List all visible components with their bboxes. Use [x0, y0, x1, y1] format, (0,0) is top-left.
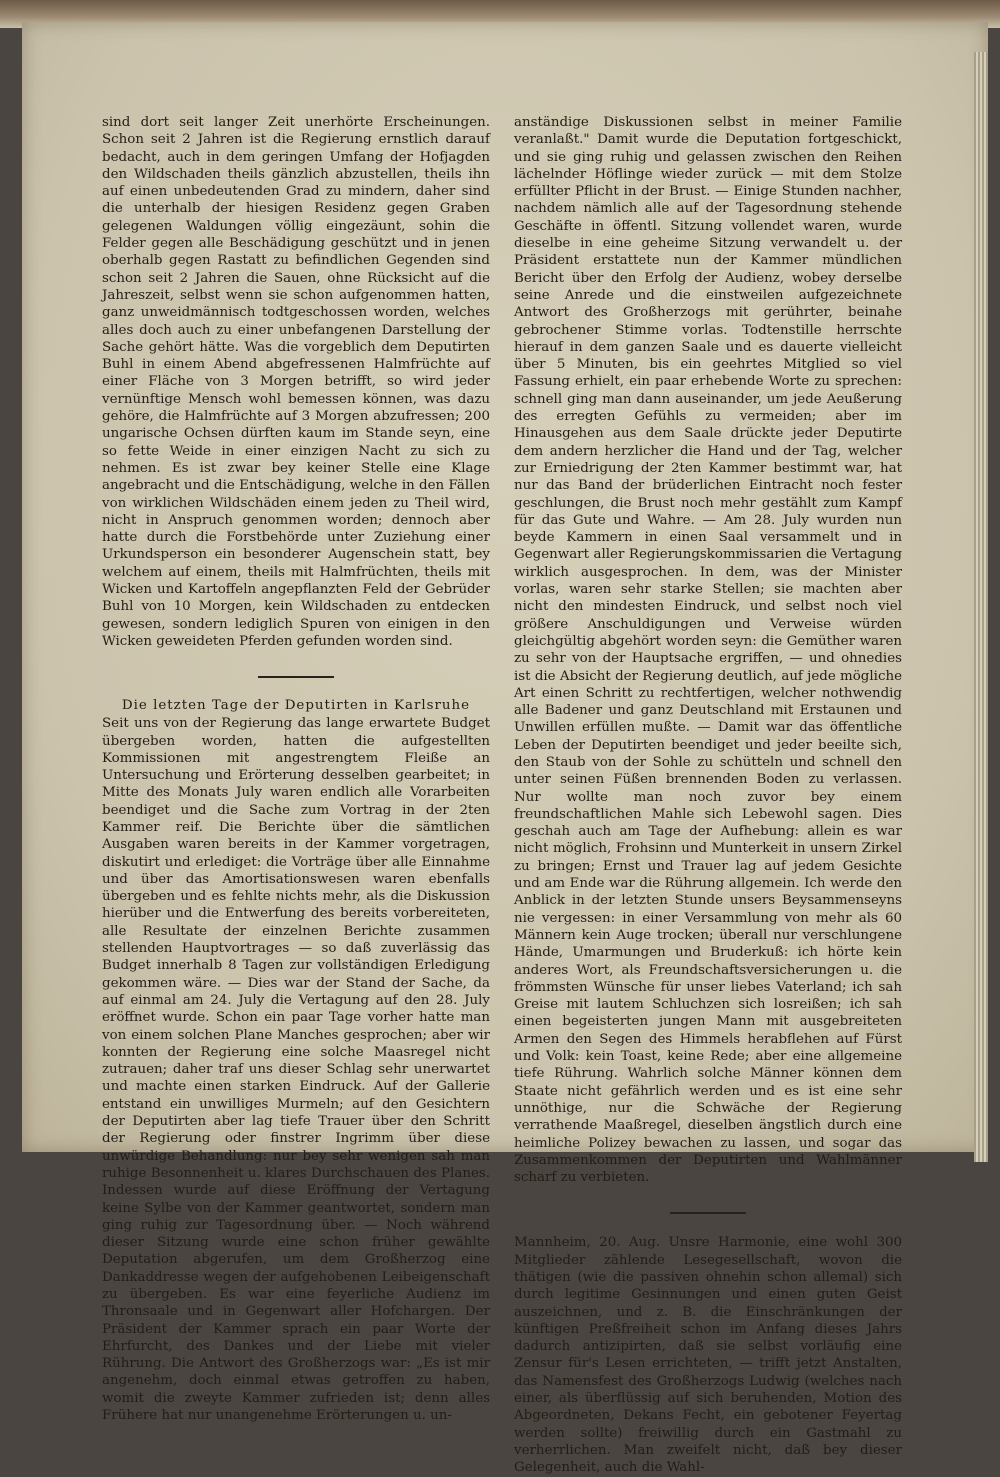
- page-stack-edge: [974, 52, 988, 1162]
- left-column: [102, 114, 490, 1424]
- article-paragraph: Seit uns von der Regierung das lange erwartete Budget übergeben worden, hatten die aufgestellten Kommissionen mit angestrengtem Fleiße an Untersuchung und Erörterung desselben gearbeitet; in Mitte des Monats July waren endlich alle Vorarbeiten beendiget und die Sache zum Vortrag in der 2ten Kammer reif. Die Berichte über die sämtlichen Ausgaben waren bereits in der Kammer vorgetragen, diskutirt und erlediget: die Vorträge über alle Einnahme und über das Amortisationswesen waren ebenfalls übergeben und es fehlte nichts mehr, als die Diskussion hierüber und die Entwerfung des bereits vorbereiteten, alle Resultate der einzelnen Berichte zusammen stellenden Hauptvortrages — so daß zuverlässig das Budget innerhalb 8 Tagen zur vollständigen Erledigung gekommen wäre. — Dies war der Stand der Sache, da auf einmal am 24. July die Vertagung auf den 28. July eröffnet wurde. Schon ein paar Tage vorher hatte man von einem solchen Plane Manches gesprochen; aber wir konnten der Regierung eine solche Maasregel nicht zutrauen; daher traf uns dieser Schlag sehr unerwartet und machte einen starken Eindruck. Auf der Gallerie entstand ein unwilliges Murmeln; auf den Gesichtern der Deputirten aber lag tiefe Trauer über den Schritt der Regierung oder finstrer Ingrimm über diese unwürdige Behandlung: nur bey sehr wenigen sah man ruhige Besonnenheit u. klares Durchschauen des Planes. Indessen wurde auf diese Eröffnung der Vertagung keine Sylbe von der Kammer geantwortet, sondern man ging ruhig zur Tagesordnung über. — Noch während dieser Sitzung wurde eine schon früher gewählte Deputation abgerufen, um dem Großherzog eine Dankaddresse wegen der aufgehobenen Leibeigenschaft zu übergeben. Es war eine feyerliche Audienz im Thronsaale und in Gegenwart aller Hofchargen. Der Präsident der Kammer sprach ein paar Worte der Ehrfurcht, des Dankes und der Liebe mit vieler Rührung. Die Antwort des Großherzogs war: „Es ist mir angenehm, doch einmal etwas getroffen zu haben, womit die zweyte Kammer zufrieden ist; denn alles Frühere hat nur unangenehme Erörterungen u. un-: [102, 716, 490, 1424]
- news-report-paragraph: Mannheim, 20. Aug. Unsre Harmonie, eine wohl 300 Mitglieder zählende Lesegesellschaft, wovon die thätigen (wie die passiven ohnehin schon allemal) sich durch legitime Gesinnungen und einen guten Geist auszeichnen, und z. B. die Einschränkungen der künftigen Preßfreiheit schon im Anfang dieses Jahrs dadurch antizipirten, daß sie selbst vorläufig eine Zensur für's Lesen errichteten, — trifft jetzt Anstalten, das Namensfest des Großherzogs Ludwig (welches nach einer, als überflüssig auf sich beruhenden, Motion des Abgeordneten, Dekans Fecht, ein gebotener Feyertag werden sollte) freiwillig durch ein Gastmahl zu verherrlichen. Man zweifelt nicht, daß bey dieser Gelegenheit, auch die Wahl-: [514, 1235, 902, 1476]
- article-heading: Die letzten Tage der Deputirten in Karlsruhe: [121, 698, 471, 714]
- section-divider: [258, 676, 334, 678]
- right-column: [514, 114, 902, 1477]
- article-paragraph: sind dort seit langer Zeit unerhörte Erscheinungen. Schon seit 2 Jahren ist die Regierung ernstlich darauf bedacht, auch in dem geringen Umfang der Hofjagden den Wildschaden theils gänzlich abzustellen, theils ihn auf einen unbedeutenden Grad zu mindern, daher sind die unterhalb der hiesigen Residenz gegen Graben gelegenen Waldungen völlig eingezäunt, sohin die Felder gegen alle Beschädigung geschützt und in jenen oberhalb gegen Rastatt zu befindlichen Gegenden sind schon seit 2 Jahren die Sauen, ohne Rücksicht auf die Jahreszeit, selbst wenn sie schon aufgenommen hatten, ganz unweidmännisch todtgeschossen worden, welches alles doch auch zu einer unbefangenen Darstellung der Sache gehört hätte. Was die vorgeblich dem Deputirten Buhl in einem Abend abgefressenen Halmfrüchte auf einer Fläche von 3 Morgen betrifft, so wird jeder vernünftige Mensch wohl bemessen können, was dazu gehöre, die Halmfrüchte auf 3 Morgen abzufressen; 200 ungarische Ochsen dürften kaum im Stande seyn, eine so fette Weide in einer einzigen Nacht zu sich zu nehmen. Es ist zwar bey keiner Stelle eine Klage angebracht und die Entschädigung, welche in den Fällen von wirklichen Wildschäden einem jeden zu Theil wird, nicht in Anspruch genommen worden; dennoch aber hatte durch die Forstbehörde unter Zuziehung einer Urkundsperson ein besonderer Augenschein statt, bey welchem auf einem, theils mit Halmfrüchten, theils mit Wicken und Kartoffeln angepflanzten Feld der Gebrüder Buhl von 10 Morgen, kein Wildschaden zu entdecken gewesen, sondern lediglich Spuren von einigen in den Wicken geweideten Pferden gefunden worden sind.: [102, 115, 490, 649]
- section-divider: [670, 1212, 746, 1214]
- newspaper-page: [22, 22, 988, 1476]
- article-paragraph: anständige Diskussionen selbst in meiner Familie veranlaßt." Damit wurde die Deputation fortgeschickt, und sie ging ruhig und gelassen zwischen den Reihen lächelnder Höflinge wieder zurück — mit dem Stolze erfüllter Pflicht in der Brust. — Einige Stunden nachher, nachdem nämlich alle auf der Tagesordnung stehende Geschäfte in öffentl. Sitzung vollendet waren, wurde dieselbe in eine geheime Sitzung verwandelt u. der Präsident erstattete nun der Kammer mündlichen Bericht über den Erfolg der Audienz, wobey derselbe seine Anrede und die einstweilen aufgezeichnete Antwort des Großherzogs mit gerührter, beinahe gebrochener Stimme vorlas. Todtenstille herrschte hierauf in dem ganzen Saale und es dauerte vielleicht über 5 Minuten, bis ein geehrtes Mitglied so viel Fassung erhielt, ein paar erhebende Worte zu sprechen: schnell ging man dann auseinander, um jede Aeußerung des erregten Gefühls zu vermeiden; aber im Hinausgehen aus dem Saale drückte jeder Deputirte dem andern herzlicher die Hand und der Tag, welcher zur Erniedrigung der 2ten Kammer bestimmt war, hat nur das Band der brüderlichen Eintracht noch fester geschlungen, die Brust noch mehr gestählt zum Kampf für das Gute und Wahre. — Am 28. July wurden nun beyde Kammern in einen Saal versammelt und in Gegenwart aller Regierungskommissarien die Vertagung wirklich ausgesprochen. In dem, was der Minister vorlas, waren sehr starke Stellen; sie machten aber nicht den mindesten Eindruck, und selbst noch viel größere Anschuldigungen und Verweise würden gleichgültig abgehört worden seyn: die Gemüther waren zu sehr von der Hauptsache ergriffen, — und ohnedies ist die Absicht der Regierung deutlich, auf jede mögliche Art einen Schritt zu rechtfertigen, welcher nothwendig alle Badener und ganz Deutschland mit Erstaunen und Unwillen erfüllen mußte. — Damit war das öffentliche Leben der Deputirten beendiget und jeder beeilte sich, den Staub von der Sohle zu schütteln und schnell den unter seinen Füßen brennenden Boden zu verlassen. Nur wollte man noch zuvor bey einem freundschaftlichen Mahle sich Lebewohl sagen. Dies geschah auch am Tage der Aufhebung: allein es war nicht möglich, Frohsinn und Munterkeit in unsern Zirkel zu bringen; Ernst und Trauer lag auf jedem Gesichte und am Ende war die Rührung allgemein. Ich werde den Anblick in der letzten Stunde unsers Beysammenseyns nie vergessen: in einer Versammlung von mehr als 60 Männern kein Auge trocken; überall nur verschlungene Hände, Umarmungen und Bruderkuß: ich hörte kein anderes Wort, als Freundschaftsversicherungen u. die frömmsten Wünsche für unser liebes Vaterland; ich sah Greise mit lautem Schluchzen sich losreißen; ich sah einen begeisterten jungen Mann mit ausgebreiteten Armen den Segen des Himmels herabflehen auf Fürst und Volk: kein Toast, keine Rede; aber eine allgemeine tiefe Rührung. Wahrlich solche Männer können dem Staate nicht gefährlich werden und es ist eine sehr unnöthige, nur die Schwäche der Regierung verrathende Maaßregel, dieselben ängstlich durch eine heimliche Polizey bewachen zu lassen, und sogar das Zusammenkommen der Deputirten und Wahlmänner scharf zu verbieten.: [514, 115, 902, 1186]
